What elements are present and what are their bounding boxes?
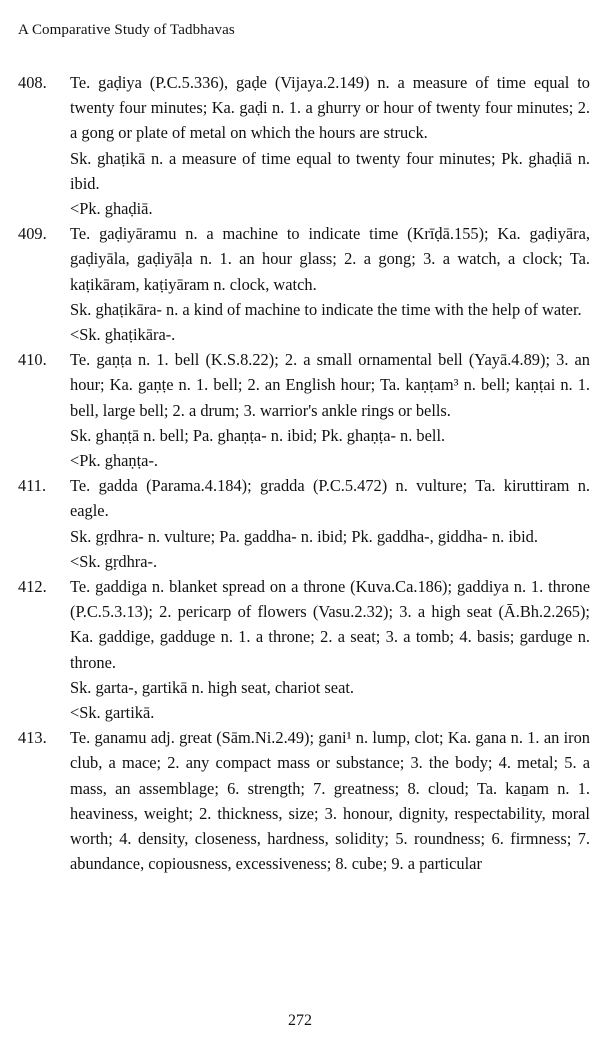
entry-text: Sk. garta-, gartikā n. high seat, chariot seat. (70, 677, 355, 697)
entry-409 (18, 221, 590, 347)
page-number: 272 (288, 1012, 312, 1029)
entry-text: Te. gaḍiyāramu n. a machine to indicate time (Krīḍā.155); Ka. gaḍiyāra, gaḍiyāla, gaḍiyāḷa n. 1. an hour glass; 2. a gong; 3. a watch, a clock; Ta. kaṭikāram, kaṭiyāram n. clock, watch. (70, 224, 590, 294)
entry-text: <Sk. gṛdhra-. (70, 551, 158, 571)
entry-text: Te. gaḍiya (P.C.5.336), gaḍe (Vijaya.2.149) n. a measure of time equal to twenty four minutes; Ka. gaḍi n. 1. a ghurry or hour of twenty four minutes; 2. a gong or plate of metal on which the hours are struck. (70, 73, 590, 143)
entry-body (70, 221, 590, 347)
entry-number: 412. (18, 577, 47, 597)
entry-number: 411. (18, 476, 47, 496)
entry-408 (18, 70, 590, 221)
entry-text: Te. gadda (Parama.4.184); gradda (P.C.5.472) n. vulture; Ta. kiruttiram n. eagle. (70, 476, 590, 521)
entry-text: Sk. gṛdhra- n. vulture; Pa. gaddha- n. ibid; Pk. gaddha-, giddha- n. ibid. (70, 526, 538, 546)
entry-text: <Pk. ghaḍiā. (70, 199, 153, 219)
entry-text: Te. gaṇṭa n. 1. bell (K.S.8.22); 2. a small ornamental bell (Yayā.4.89); 3. an hour; Ka. gaṇṭe n. 1. bell; 2. an English hour; Ta. kaṇṭam³ n. bell; kaṇṭai n. 1. bell, large bell; 2. a drum; 3. warrior's ankle rings or bells. (70, 350, 590, 420)
entry-number: 409. (18, 224, 47, 244)
entry-body (70, 347, 590, 473)
entry-body (70, 70, 590, 221)
entry-body (70, 473, 590, 574)
entry-text: Sk. ghaṇṭā n. bell; Pa. ghaṇṭa- n. ibid; Pk. ghaṇṭa- n. bell. (70, 425, 446, 445)
entry-number: 410. (18, 350, 47, 370)
entry-text: Te. gaddiga n. blanket spread on a throne (Kuva.Ca.186); gaddiya n. 1. throne (P.C.5.3.13); 2. pericarp of flowers (Vasu.2.32); 3. a high seat (Ā.Bh.2.265); Ka. gaddige, gadduge n. 1. a throne; 2. a seat; 3. a tomb; 4. basis; garduge n. throne. (70, 577, 590, 672)
running-header: A Comparative Study of Tadbhavas (18, 22, 235, 38)
entry-text: <Sk. gartikā. (70, 703, 155, 723)
entry-412 (18, 574, 590, 725)
entry-text: <Sk. ghaṭikāra-. (70, 325, 176, 345)
entry-body (70, 574, 590, 725)
entry-410 (18, 347, 590, 473)
entry-text: <Pk. ghaṇṭa-. (70, 451, 158, 471)
entry-411 (18, 473, 590, 574)
entry-text: Sk. ghaṭikāra- n. a kind of machine to indicate the time with the help of water. (70, 299, 582, 319)
entry-413 (18, 725, 590, 876)
entry-number: 413. (18, 728, 47, 748)
entry-body (70, 725, 590, 876)
entry-text: Te. ganamu adj. great (Sām.Ni.2.49); gani¹ n. lump, clot; Ka. gana n. 1. an iron club, a mace; 2. any compact mass or substance; 3. the body; 4. metal; 5. a mass, an assemblage; 6. strength; 7. greatness; 8. cloud; Ta. kaṉam n. 1. heaviness, weight; 2. thickness, size; 3. honour, dignity, respectability, moral worth; 4. density, closeness, hardness, solidity; 5. roundness; 6. firmness; 7. abundance, copiousness, excessiveness; 8. cube; 9. a particular (70, 728, 590, 874)
entry-number: 408. (18, 73, 47, 92)
dictionary-entries (18, 70, 590, 877)
entry-text: Sk. ghaṭikā n. a measure of time equal to twenty four minutes; Pk. ghaḍiā n. ibid. (70, 148, 590, 193)
